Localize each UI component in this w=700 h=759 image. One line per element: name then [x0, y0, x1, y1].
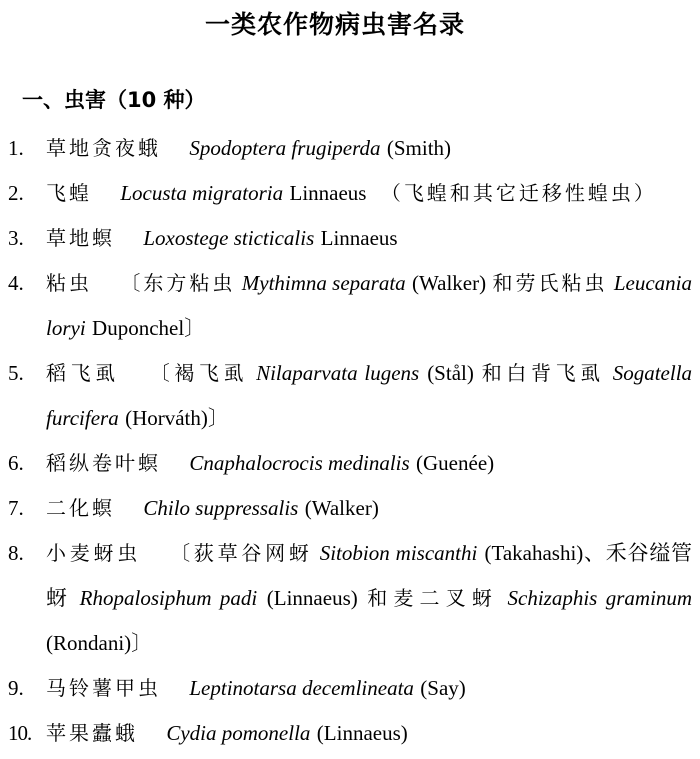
scientific-name: Loxostege sticticalis [143, 226, 315, 250]
item-number: 3. [8, 226, 24, 250]
item-number: 2. [8, 181, 24, 205]
group-open: 〔褐飞虱 [149, 361, 249, 385]
item-number: 6. [8, 451, 24, 475]
chinese-name: 二化螟 [46, 496, 115, 520]
chinese-name: 粘虫 [46, 271, 93, 295]
author-citation: Linnaeus [320, 226, 398, 250]
conjunction-text: 和麦二叉蚜 [367, 586, 498, 610]
section-heading-pests: 一、虫害（10 种） [22, 88, 206, 112]
chinese-name: 苹果蠹蛾 [46, 721, 138, 745]
author-citation: (Walker) [304, 496, 379, 520]
item-number: 9. [8, 676, 24, 700]
scientific-name: Cnaphalocrocis medinalis [189, 451, 410, 475]
conjunction-text: 和白背飞虱 [481, 361, 605, 385]
item-note: （飞蝗和其它迁移性蝗虫） [380, 181, 657, 205]
list-item [8, 531, 698, 666]
scientific-name: Cydia pomonella [166, 721, 311, 745]
scientific-name: Mythimna separata [241, 271, 406, 295]
item-number: 10. [8, 721, 32, 745]
scientific-name: Rhopalosiphum padi [79, 586, 258, 610]
list-item [8, 711, 698, 756]
chinese-name: 飞蝗 [46, 181, 92, 205]
list-item [8, 351, 698, 441]
author-citation: (Horváth)〕 [125, 406, 229, 430]
author-citation: (Say) [420, 676, 466, 700]
group-open: 〔东方粘虫 [120, 271, 236, 295]
author-citation: (Walker) [412, 271, 487, 295]
conjunction-text: 和劳氏粘虫 [492, 271, 608, 295]
author-citation: (Takahashi)、禾谷缢管蚜 [46, 541, 693, 610]
scientific-name: Sitobion miscanthi [319, 541, 478, 565]
chinese-name: 稻飞虱 [46, 361, 120, 385]
author-citation: (Linnaeus) [316, 721, 408, 745]
chinese-name: 草地螟 [46, 226, 115, 250]
item-number: 5. [8, 361, 24, 385]
scientific-name: Leptinotarsa decemlineata [189, 676, 414, 700]
item-number: 7. [8, 496, 24, 520]
author-citation: Linnaeus [289, 181, 367, 205]
list-item [8, 171, 698, 216]
document-title: 一类农作物病虫害名录 [204, 10, 465, 39]
list-item [8, 261, 698, 351]
list-item [8, 216, 698, 261]
chinese-name: 马铃薯甲虫 [46, 676, 161, 700]
list-item [8, 666, 698, 711]
scientific-name: Nilaparvata lugens [256, 361, 420, 385]
item-number: 1. [8, 136, 24, 160]
author-citation: (Guenée) [416, 451, 495, 475]
list-item [8, 486, 698, 531]
chinese-name: 小麦蚜虫 [46, 541, 141, 565]
author-citation: (Rondani)〕 [46, 631, 153, 655]
scientific-name: Locusta migratoria [120, 181, 284, 205]
scientific-name: Sogatella furcifera [46, 361, 693, 430]
item-number: 4. [8, 271, 24, 295]
item-number: 8. [8, 541, 24, 565]
list-item [8, 126, 698, 171]
list-item [8, 441, 698, 486]
scientific-name: Schizaphis graminum [507, 586, 693, 610]
scientific-name: Spodoptera frugiperda [189, 136, 381, 160]
author-citation: (Linnaeus) [266, 586, 358, 610]
scientific-name: Chilo suppressalis [143, 496, 299, 520]
pest-list [8, 126, 698, 756]
author-citation: (Stål) [427, 361, 474, 385]
author-citation: (Smith) [386, 136, 452, 160]
group-open: 〔荻草谷网蚜 [170, 541, 313, 565]
chinese-name: 草地贪夜蛾 [46, 136, 161, 160]
scientific-name: Leucania loryi [46, 271, 693, 340]
author-citation: Duponchel〕 [92, 316, 206, 340]
chinese-name: 稻纵卷叶螟 [46, 451, 161, 475]
